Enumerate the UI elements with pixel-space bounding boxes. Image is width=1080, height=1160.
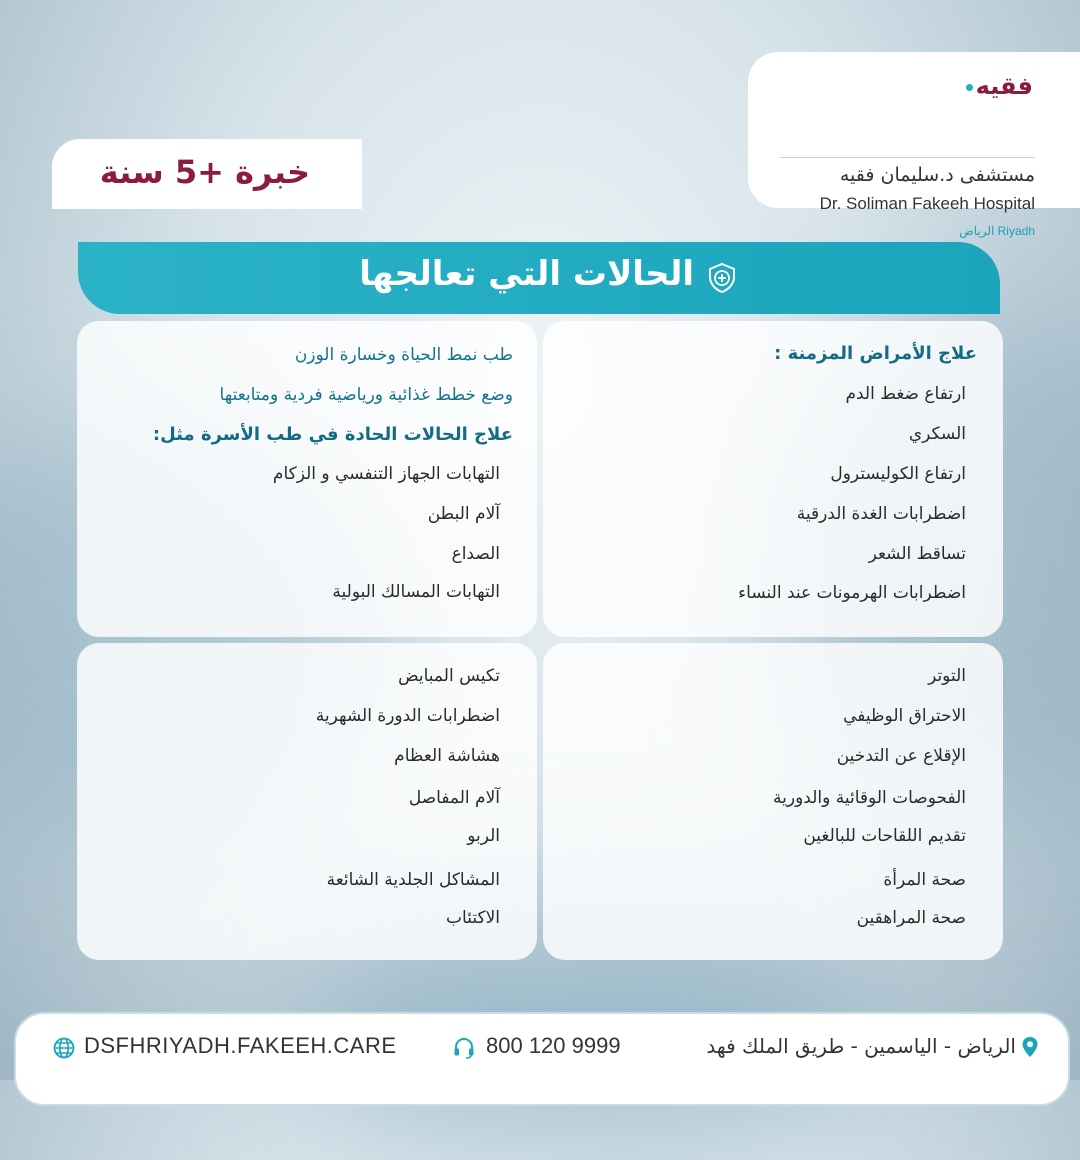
- panel-lifestyle-acute: [77, 321, 537, 637]
- list-item: اضطرابات الهرمونات عند النساء: [738, 583, 966, 603]
- list-item: التهابات المسالك البولية: [332, 582, 500, 602]
- lifestyle-line: طب نمط الحياة وخسارة الوزن: [294, 345, 513, 365]
- footer-location: الرياض - الياسمين - طريق الملك فهد: [706, 1034, 1016, 1058]
- logo-divider: [780, 157, 1035, 158]
- shield-plus-icon: [706, 262, 738, 294]
- list-item: المشاكل الجلدية الشائعة: [326, 870, 500, 890]
- list-item: الفحوصات الوقائية والدورية: [773, 788, 966, 808]
- conditions-title-bar: [78, 242, 1000, 314]
- list-item: تساقط الشعر: [868, 544, 966, 564]
- list-item: الإقلاع عن التدخين: [836, 746, 966, 766]
- experience-label: خبرة +5 سنة: [99, 153, 310, 191]
- list-item: الاحتراق الوظيفي: [843, 706, 966, 726]
- acute-heading: علاج الحالات الحادة في طب الأسرة مثل:: [152, 424, 513, 445]
- contact-footer: [14, 1012, 1070, 1106]
- hospital-name-arabic: مستشفى د.سليمان فقيه: [839, 164, 1035, 186]
- list-item: آلام البطن: [427, 504, 500, 524]
- list-item: الاكتئاب: [446, 908, 500, 928]
- list-item: اضطرابات الدورة الشهرية: [315, 706, 500, 726]
- hospital-name-english: Dr. Soliman Fakeeh Hospital: [819, 194, 1035, 213]
- hospital-city: Riyadh الرياض: [959, 224, 1035, 238]
- hospital-logo: فقيه: [966, 72, 1033, 100]
- list-item: تقديم اللقاحات للبالغين: [803, 826, 966, 846]
- footer-website-link[interactable]: DSFHRIYADH.FAKEEH.CARE: [84, 1033, 397, 1058]
- hospital-logo-card: [748, 52, 1080, 238]
- list-item: التوتر: [928, 666, 966, 686]
- list-item: السكري: [908, 424, 966, 444]
- list-item: ارتفاع الكوليسترول: [830, 464, 966, 484]
- panel-chronic-diseases: [543, 321, 1003, 637]
- list-item: هشاشة العظام: [394, 746, 500, 766]
- page-title: الحالات التي تعالجها: [359, 254, 694, 294]
- list-item: تكيس المبايض: [398, 666, 500, 686]
- panel-women-other: [77, 643, 537, 960]
- list-item: الربو: [467, 826, 500, 846]
- location-pin-icon: [1018, 1035, 1042, 1059]
- list-item: اضطرابات الغدة الدرقية: [796, 504, 966, 524]
- list-item: صحة المراهقين: [856, 908, 966, 928]
- panel-general-care: [543, 643, 1003, 960]
- experience-badge: [52, 139, 362, 209]
- list-item: ارتفاع ضغط الدم: [845, 384, 966, 404]
- footer-phone[interactable]: 800 120 9999: [486, 1033, 621, 1058]
- list-item: صحة المرأة: [883, 870, 966, 890]
- globe-icon: [52, 1036, 76, 1060]
- chronic-heading: علاج الأمراض المزمنة :: [774, 343, 977, 364]
- lifestyle-plan-line: وضع خطط غذائية ورياضية فردية ومتابعتها: [219, 385, 513, 405]
- list-item: التهابات الجهاز التنفسي و الزكام: [272, 464, 500, 484]
- list-item: آلام المفاصل: [408, 788, 500, 808]
- headset-icon: [452, 1036, 476, 1060]
- list-item: الصداع: [451, 544, 500, 564]
